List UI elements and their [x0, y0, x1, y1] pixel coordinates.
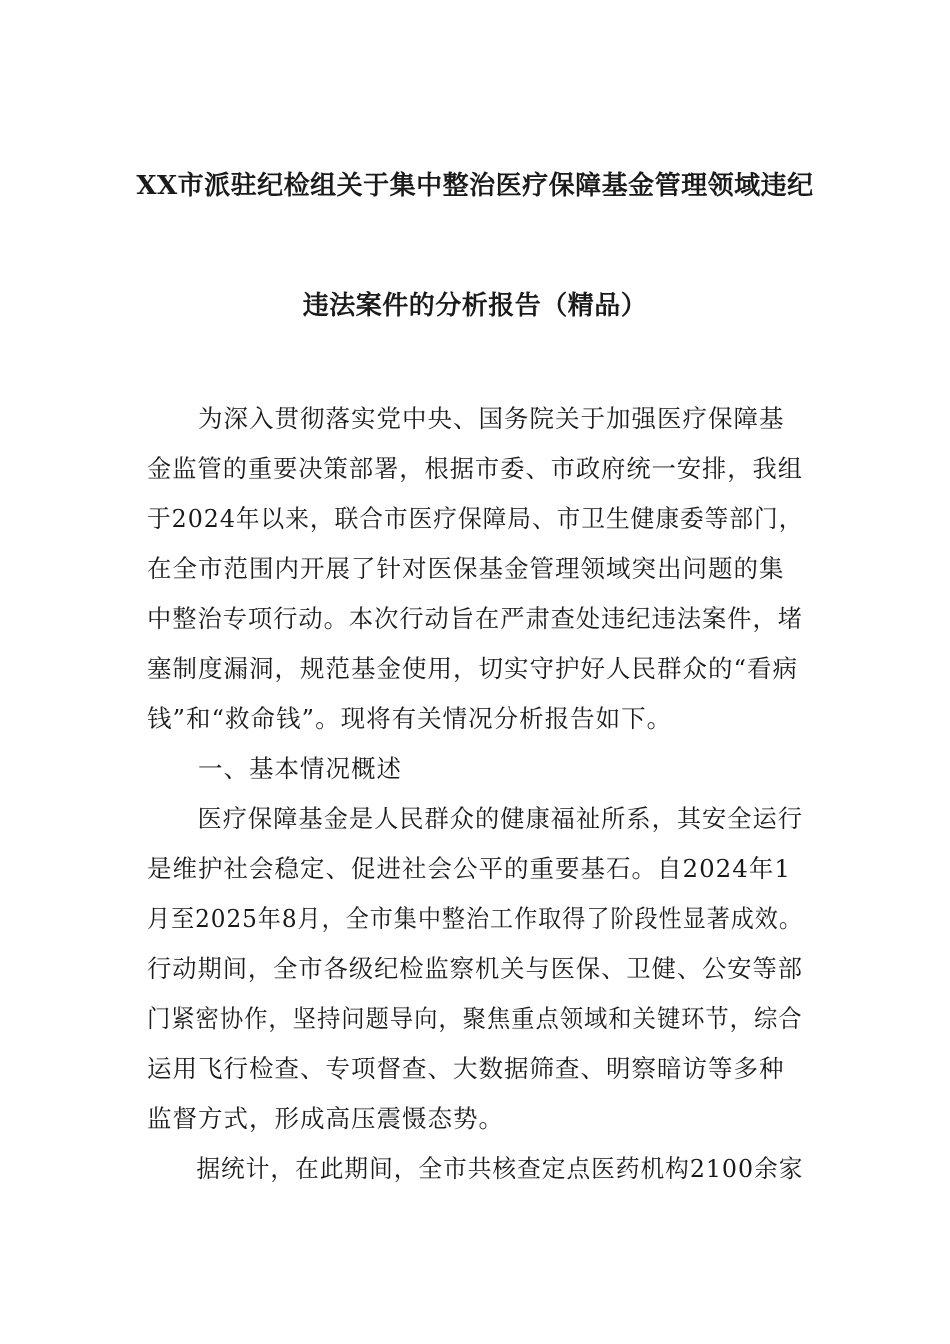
body-line: 月至2025年8月，全市集中整治工作取得了阶段性显著成效。: [147, 904, 803, 933]
body-line: 运用飞行检查、专项督查、大数据筛查、明察暗访等多种: [147, 1054, 785, 1083]
body-line: 监督方式，形成高压震慑态势。: [147, 1104, 504, 1133]
body-line: 是维护社会稳定、促进社会公平的重要基石。自2024年1: [147, 854, 791, 883]
body-line: 医疗保障基金是人民群众的健康福祉所系，其安全运行: [147, 804, 803, 833]
body-line: 据统计，在此期间，全市共核查定点医药机构2100余家: [147, 1154, 804, 1183]
body-line: 钱”和“救命钱”。现将有关情况分析报告如下。: [147, 704, 673, 733]
body-line: 塞制度漏洞，规范基金使用，切实守护好人民群众的“看病: [147, 654, 799, 683]
document-title-line-2: 违法案件的分析报告（精品）: [302, 291, 648, 321]
section-heading: 一、基本情况概述: [147, 754, 402, 783]
body-line: 门紧密协作，坚持问题导向，聚焦重点领域和关键环节，综合: [147, 1004, 803, 1033]
body-line: 行动期间，全市各级纪检监察机关与医保、卫健、公安等部: [147, 954, 803, 983]
document-title-line-1: XX市派驻纪检组关于集中整治医疗保障基金管理领域违纪: [136, 171, 814, 201]
body-line: 中整治专项行动。本次行动旨在严肃查处违纪违法案件，堵: [147, 604, 803, 633]
body-line: 于2024年以来，联合市医疗保障局、市卫生健康委等部门，: [147, 504, 804, 533]
body-line: 金监管的重要决策部署，根据市委、市政府统一安排，我组: [147, 454, 803, 483]
body-line: 在全市范围内开展了针对医保基金管理领域突出问题的集: [147, 554, 785, 583]
body-line: 为深入贯彻落实党中央、国务院关于加强医疗保障基: [147, 404, 785, 433]
